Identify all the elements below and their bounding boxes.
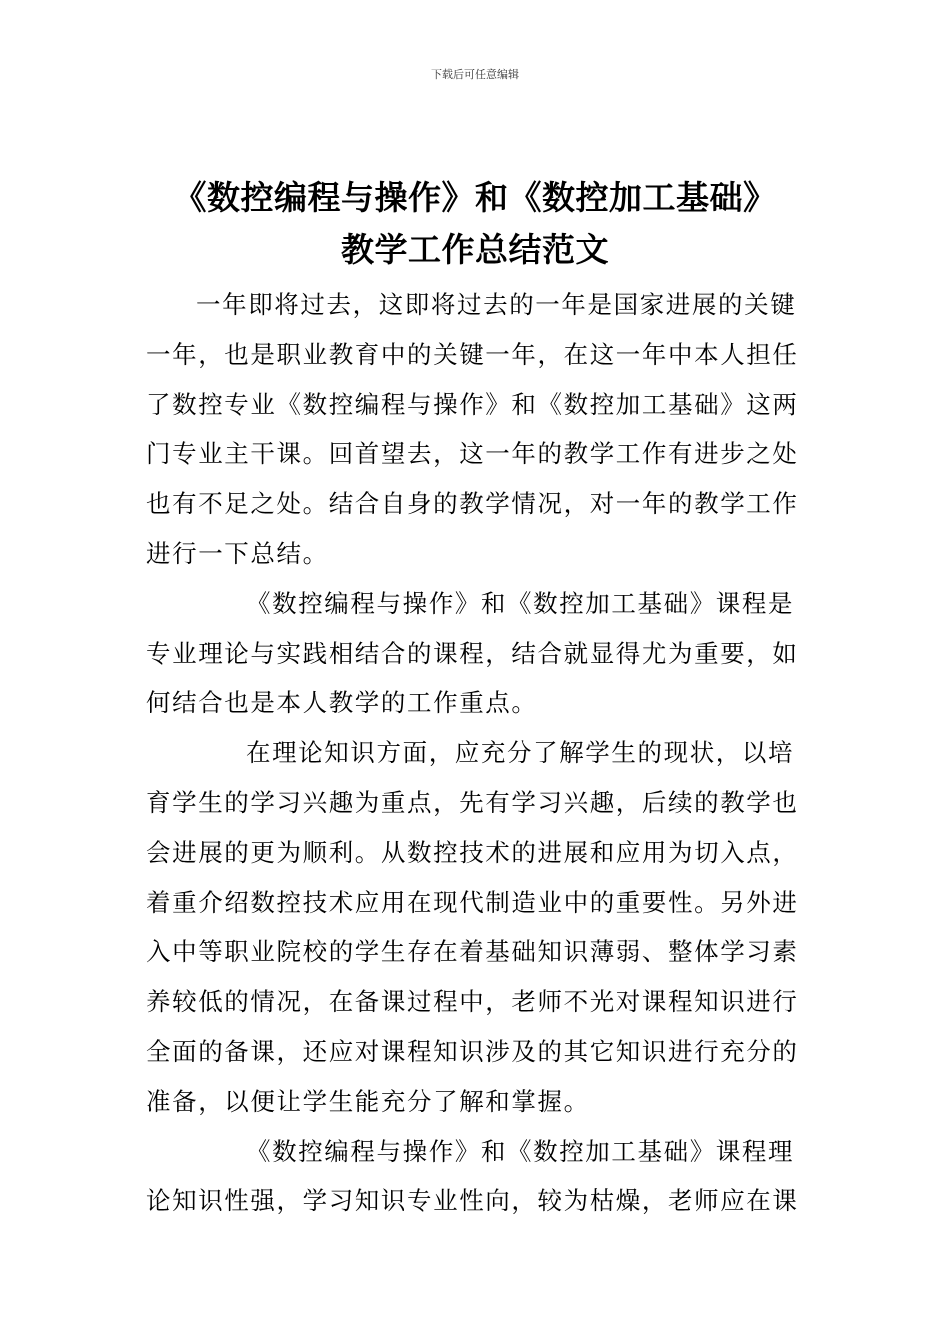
- paragraph-line: 进行一下总结。: [146, 538, 329, 568]
- paragraph-line: 着重介绍数控技术应用在现代制造业中的重要性。另外进: [146, 887, 799, 917]
- paragraph-line: 论知识性强，学习知识专业性向，较为枯燥，老师应在课: [146, 1186, 799, 1216]
- paragraph-line: 一年即将过去，这即将过去的一年是国家进展的关键: [196, 290, 797, 319]
- title-line: 《数控编程与操作》和《数控加工基础》: [173, 178, 777, 217]
- paragraph-line: 何结合也是本人教学的工作重点。: [146, 688, 538, 718]
- paragraph-line: 会进展的更为顺利。从数控技术的进展和应用为切入点，: [146, 837, 799, 867]
- document-title: [120, 172, 830, 276]
- paragraph-line: 全面的备课，还应对课程知识涉及的其它知识进行充分的: [146, 1036, 799, 1066]
- paragraph-line: 《数控编程与操作》和《数控加工基础》课程是: [246, 588, 795, 618]
- paragraph-line: 准备，以便让学生能充分了解和掌握。: [146, 1086, 590, 1116]
- paragraph-line: 在理论知识方面，应充分了解学生的现状，以培: [246, 738, 795, 768]
- document-body: [146, 280, 806, 1226]
- paragraph-line: 也有不足之处。结合自身的教学情况，对一年的教学工作: [146, 489, 799, 519]
- paragraph-line: 入中等职业院校的学生存在着基础知识薄弱、整体学习素: [146, 937, 799, 967]
- paragraph-line: 了数控专业《数控编程与操作》和《数控加工基础》这两: [146, 389, 799, 419]
- paragraph-line: 门专业主干课。回首望去，这一年的教学工作有进步之处: [146, 439, 799, 469]
- header-note: 下载后可任意编辑: [431, 68, 519, 81]
- paragraph-line: 专业理论与实践相结合的课程，结合就显得尤为重要，如: [146, 638, 799, 668]
- paragraph-line: 一年，也是职业教育中的关键一年，在这一年中本人担任: [146, 339, 799, 369]
- paragraph-line: 育学生的学习兴趣为重点，先有学习兴趣，后续的教学也: [146, 787, 799, 817]
- paragraph-line: 养较低的情况，在备课过程中，老师不光对课程知识进行: [146, 987, 799, 1017]
- title-line: 教学工作总结范文: [341, 230, 609, 269]
- paragraph-line: 《数控编程与操作》和《数控加工基础》课程理: [246, 1136, 795, 1166]
